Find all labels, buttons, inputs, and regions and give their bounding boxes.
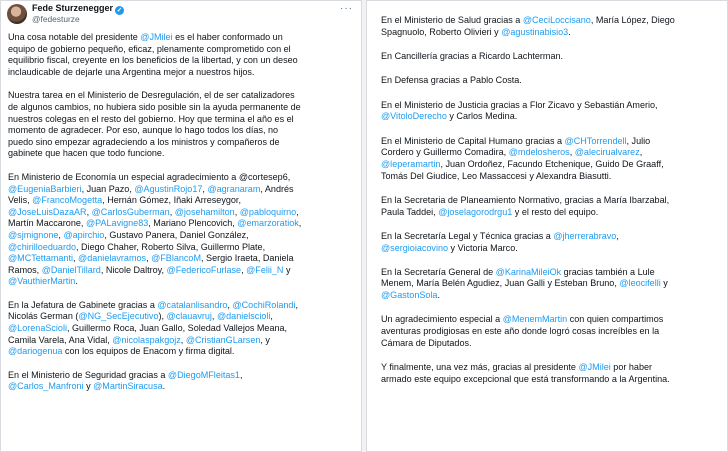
tweet-text-segment: , Diego Chaher, Roberto Silva, Guillermo Plate,	[76, 241, 266, 252]
text-line	[8, 311, 355, 323]
tweet-text-segment: armado este equipo excepcional que está transformando a la Argentina.	[381, 373, 670, 384]
tweet-text-segment: , Guillermo Roca, Juan Gallo, Soledad Vallejos Meana,	[66, 323, 288, 334]
mention-link[interactable]: @AgustinRojo17	[134, 183, 203, 194]
tweet-text-segment: Un agradecimiento especial a	[381, 314, 503, 325]
tweet-paragraph	[381, 100, 721, 123]
tweet-text-segment: momento de agradecer. Por eso, aunque lo hago todos los días, no	[8, 125, 279, 136]
text-line	[381, 374, 721, 386]
text-line	[381, 159, 721, 171]
text-line	[381, 171, 721, 183]
text-line	[381, 231, 721, 243]
text-line	[381, 278, 721, 290]
tweet-text-segment: y	[660, 278, 668, 289]
tweet-paragraph	[381, 75, 721, 87]
mention-link[interactable]: @leperamartin	[381, 158, 441, 169]
tweet-text-segment: , Juan Pazo,	[81, 183, 135, 194]
mention-link[interactable]: @FedericoFurlase	[166, 264, 242, 275]
tweet-text-segment: En la Secretaría General de	[381, 266, 496, 277]
text-line	[8, 32, 355, 44]
tweet-text-segment: , Gustavo Panera, Daniel González,	[104, 229, 249, 240]
tweet-text-segment: es el haber conformado un	[172, 32, 283, 42]
mention-link[interactable]: @FrancoMogetta	[32, 195, 103, 206]
mention-link[interactable]: @emarzoratiok	[237, 218, 299, 229]
mention-link[interactable]: @nicolaspakgojz	[112, 334, 181, 345]
text-line	[381, 51, 721, 63]
tweet-text-segment: ,	[296, 206, 299, 217]
mention-link[interactable]: @FBlancoM	[151, 253, 202, 264]
mention-link[interactable]: @CristianGLarsen	[185, 334, 261, 345]
tweet-text-segment: ,	[239, 369, 243, 380]
text-line	[8, 184, 355, 196]
more-options-icon[interactable]: ···	[340, 3, 353, 14]
tweet-text-segment: En el Ministerio de Capital Humano gracias a	[381, 135, 565, 146]
text-line	[8, 346, 355, 358]
mention-link[interactable]: @mdelosheros	[508, 147, 570, 158]
tweet-text-segment: En el Ministerio de Justicia gracias a Flor Zicavo y Sebastián Amerio,	[381, 99, 658, 110]
text-line	[381, 207, 721, 219]
tweet-text-segment: ,	[639, 147, 643, 158]
tweet-text-segment: Velis,	[8, 195, 33, 206]
tweet-text-segment: ,	[234, 206, 240, 217]
tweet-text-segment: ,	[180, 334, 186, 345]
tweet-paragraph	[381, 15, 721, 38]
tweet-text-segment: , Sergio Iraeta, Daniela	[201, 253, 294, 264]
tweet-text-segment: por haber	[610, 362, 653, 373]
mention-link[interactable]: @DiegoMFleitas1	[167, 369, 240, 380]
text-line	[381, 362, 721, 374]
tweet-paragraph	[381, 51, 721, 63]
mention-link[interactable]: @DanielTillard	[41, 264, 101, 275]
tweet-text-segment: Ramos,	[8, 264, 42, 275]
mention-link[interactable]: @pabloquirno	[239, 206, 297, 217]
tweet-text-segment: con los equipos de Enacom y firma digital.	[62, 346, 235, 357]
tweet-text-segment: ,	[211, 311, 217, 322]
mention-link[interactable]: @catalanlisandro	[157, 299, 228, 310]
tweet-text-segment: Cordero y Guillermo Comadira,	[381, 147, 509, 158]
tweet-text-segment: En el Ministerio de Salud gracias a	[381, 15, 523, 25]
tweet-text-segment: ,	[202, 183, 208, 194]
tweet-text-segment: , Andrés	[260, 183, 294, 194]
tweet-text-segment: con quien compartimos	[567, 314, 664, 325]
mention-link[interactable]: @clauavruj	[166, 311, 212, 322]
tweet-text-segment: y	[283, 264, 291, 275]
tweet-text-segment: nuestros colegas en el resto del gobierno. Hoy que termina el año es el	[8, 113, 294, 124]
mention-link[interactable]: @agustinabisio3	[501, 26, 569, 37]
text-line	[8, 323, 355, 335]
tweet-panel-left	[0, 0, 362, 452]
text-line	[381, 27, 721, 39]
tweet-paragraph	[8, 90, 355, 160]
tweet-paragraph	[381, 195, 721, 218]
tweet-text-segment: ,	[241, 264, 247, 275]
mention-link[interactable]: @Felii_N	[246, 264, 284, 275]
tweet-text-segment: .	[75, 276, 78, 287]
mention-link[interactable]: @sjmignone	[8, 229, 59, 240]
verified-badge-icon: ✓	[116, 7, 123, 14]
text-line	[381, 338, 721, 350]
tweet-text-segment: Menem, María Belén Agudiez, Juan Galli y Esteban Bruno,	[381, 278, 620, 289]
tweet-paragraph	[8, 300, 355, 358]
text-line	[8, 381, 355, 393]
text-line	[8, 230, 355, 242]
text-line	[8, 148, 355, 160]
mention-link[interactable]: @VauthierMartin	[8, 276, 76, 287]
text-line	[8, 44, 355, 56]
text-line	[8, 300, 355, 312]
tweet-paragraph	[381, 362, 721, 385]
text-line	[381, 290, 721, 302]
tweet-text-segment: puedo sino empezar agradeciendo a los ministros y compañeros de	[8, 136, 280, 147]
tweet-text-segment: , Juan Ordoñez, Facundo Etchenique, Guido De Graaff,	[440, 158, 664, 169]
tweet-text-segment: .	[568, 26, 571, 37]
tweet-text-segment: , Hernán Gómez, Iñaki Arreseygor,	[102, 195, 241, 206]
text-line	[381, 195, 721, 207]
mention-link[interactable]: @CeciLoccisano	[522, 15, 591, 25]
tweet-text-segment: , Nicole Daltroy,	[100, 264, 167, 275]
mention-link[interactable]: @Carlos_Manfroni	[8, 381, 84, 392]
tweet-text-segment: , Mariano Plencovich,	[148, 218, 238, 229]
author-handle[interactable]: @fedesturze	[32, 14, 80, 24]
tweet-text-segment: de algunos cambios, no hubiera sido posible sin la ayuda permanente de	[8, 101, 301, 112]
tweet-text-segment: ,	[169, 206, 175, 217]
tweet-text-segment: aventuras prodigiosas en este año donde logró cosas increíbles en la	[381, 326, 660, 337]
text-line	[381, 314, 721, 326]
tweet-text-segment: , María López, Diego	[590, 15, 675, 25]
text-line	[8, 335, 355, 347]
tweet-text-segment: Tomás Del Giudice, Leo Massaccesi y Alexandra Biasutti.	[381, 170, 612, 181]
author-name[interactable]: Fede Sturzenegger	[32, 3, 114, 13]
text-line	[8, 207, 355, 219]
text-line	[8, 114, 355, 126]
text-line	[381, 136, 721, 148]
tweet-paragraph	[8, 32, 355, 78]
tweet-text-segment: y el resto del equipo.	[512, 206, 599, 217]
tweet-text-right	[381, 15, 721, 398]
tweet-text-segment: gracias también a Lule	[561, 266, 655, 277]
text-line	[8, 172, 355, 184]
mention-link[interactable]: @LorenaScioli	[8, 323, 67, 334]
tweet-text-segment: En la Secretaría Legal y Técnica gracias a	[381, 230, 554, 241]
tweet-text-segment: equilibrio fiscal, creyente en los beneficios de la libertad, y con un deseo	[8, 55, 298, 66]
tweet-text-segment: ,	[227, 299, 233, 310]
text-line	[8, 195, 355, 207]
tweet-text-segment: , y	[260, 334, 270, 345]
text-line	[8, 55, 355, 67]
tweet-panel-right	[366, 0, 728, 452]
mention-link[interactable]: @apirchio	[63, 229, 105, 240]
text-line	[381, 243, 721, 255]
tweet-paragraph	[8, 172, 355, 288]
tweet-text-segment: ,	[86, 206, 92, 217]
tweet-text-segment: inclaudicable de dejarle una Argentina mejor a nuestros hijos.	[8, 66, 255, 77]
tweet-text-segment: ,	[270, 311, 273, 322]
tweet-text-segment: ,	[569, 147, 575, 158]
tweet-header	[1, 1, 361, 29]
mention-link[interactable]: @danielscioli	[216, 311, 271, 322]
mention-link[interactable]: @PALavigne83	[85, 218, 149, 229]
mention-link[interactable]: @MartinSiracusa	[93, 381, 163, 392]
tweet-text-segment: En Cancillería gracias a Ricardo Lachterman.	[381, 50, 564, 61]
tweet-paragraph	[381, 267, 721, 302]
mention-link[interactable]: @JMilei	[578, 362, 611, 373]
tweet-text-segment: gabinete que hacen que todo funcione.	[8, 148, 165, 159]
text-line	[8, 218, 355, 230]
mention-link[interactable]: @josehamilton	[174, 206, 235, 217]
tweet-text-segment: , Julio	[626, 135, 651, 146]
tweet-text-segment: y Carlos Medina.	[446, 111, 518, 122]
tweet-text-segment: y	[83, 381, 94, 392]
tweet-text-segment: En Ministerio de Economía un especial agradecimiento a @cortesep6,	[8, 171, 291, 182]
tweet-paragraph	[381, 136, 721, 182]
tweet-text-segment: Martín Maccarone,	[8, 218, 86, 229]
text-line	[8, 90, 355, 102]
tweet-paragraph	[381, 231, 721, 254]
mention-link[interactable]: @MenemMartin	[502, 314, 568, 325]
tweet-text-segment: Paula Taddei,	[381, 206, 439, 217]
mention-link[interactable]: @EugeniaBarbieri	[8, 183, 82, 194]
mention-link[interactable]: @GastonSola	[381, 290, 438, 301]
tweet-text-segment: En la Secretaria de Planeamiento Normativo, gracias a María Ibarzabal,	[381, 194, 670, 205]
mention-link[interactable]: @KarinaMileiOk	[495, 266, 562, 277]
tweet-text-segment: equipo de gobierno pequeño, eficaz, plenamente comprometido con el	[8, 43, 291, 54]
tweet-paragraph	[381, 314, 721, 349]
avatar[interactable]	[7, 4, 27, 24]
tweet-text-segment: Una cosa notable del presidente	[8, 32, 141, 42]
tweet-text-segment: Nicolás German (	[8, 311, 79, 322]
tweet-text-segment: Spagnuolo, Roberto Olivieri y	[381, 26, 502, 37]
mention-link[interactable]: @VitoloDerecho	[381, 111, 447, 122]
tweet-text-segment: ),	[158, 311, 167, 322]
tweet-text-segment: En el Ministerio de Seguridad gracias a	[8, 369, 168, 380]
text-line	[8, 370, 355, 382]
text-line	[381, 100, 721, 112]
mention-link[interactable]: @MCTettamanti	[8, 253, 73, 264]
text-line	[381, 147, 721, 159]
tweet-text-segment: ,	[616, 230, 619, 241]
mention-link[interactable]: @JoseLuisDazaAR	[8, 206, 87, 217]
tweet-text-segment: Cámara de Diputados.	[381, 337, 472, 348]
tweet-text-segment: Y finalmente, una vez más, gracias al presidente	[381, 362, 579, 373]
tweet-text-segment: Camila Varela, Ana Vidal,	[8, 334, 113, 345]
mention-link[interactable]: @dariogenua	[8, 346, 63, 357]
text-line	[381, 267, 721, 279]
mention-link[interactable]: @CarlosGuberman	[91, 206, 170, 217]
mention-link[interactable]: @NG_SecEjecutivo	[78, 311, 159, 322]
tweet-text-left	[8, 32, 355, 405]
tweet-text-segment: .	[162, 381, 166, 392]
mention-link[interactable]: @danielavramos	[78, 253, 147, 264]
mention-link[interactable]: @agranaram	[207, 183, 261, 194]
text-line	[381, 111, 721, 123]
text-line	[8, 265, 355, 277]
text-line	[8, 102, 355, 114]
tweet-text-segment: En la Jefatura de Gabinete gracias a	[8, 299, 158, 310]
text-line	[381, 326, 721, 338]
mention-link[interactable]: @jherrerabravo	[553, 230, 617, 241]
mention-link[interactable]: @leocifelli	[619, 278, 661, 289]
tweet-text-segment: Nuestra tarea en el Ministerio de Desregulación, el de ser catalizadores	[8, 90, 295, 101]
tweet-text-segment: ,	[73, 253, 79, 264]
tweet-text-segment: ,	[58, 229, 64, 240]
tweet-text-segment: ,	[146, 253, 152, 264]
tweet-text-segment: En Defensa gracias a Pablo Costa.	[381, 75, 522, 86]
text-line	[8, 67, 355, 79]
tweet-text-segment: ,	[298, 218, 302, 229]
tweet-paragraph	[8, 370, 355, 393]
text-line	[8, 253, 355, 265]
text-line	[381, 15, 721, 27]
mention-link[interactable]: @alecirualvarez	[574, 147, 640, 158]
text-line	[8, 242, 355, 254]
tweet-text-segment: y Victoria Marco.	[448, 242, 518, 253]
text-line	[381, 75, 721, 87]
text-line	[8, 137, 355, 149]
tweet-text-segment: .	[437, 290, 440, 301]
mention-link[interactable]: @CochiRolandi	[232, 299, 296, 310]
mention-link[interactable]: @CHTorrendell	[564, 135, 627, 146]
tweet-text-segment: ,	[295, 299, 298, 310]
mention-link[interactable]: @chirilloeduardo	[8, 241, 77, 252]
text-line	[8, 276, 355, 288]
text-line	[8, 125, 355, 137]
mention-link[interactable]: @JMilei	[140, 32, 173, 42]
mention-link[interactable]: @joselagorodrgu1	[438, 206, 513, 217]
mention-link[interactable]: @sergioiacovino	[381, 242, 449, 253]
